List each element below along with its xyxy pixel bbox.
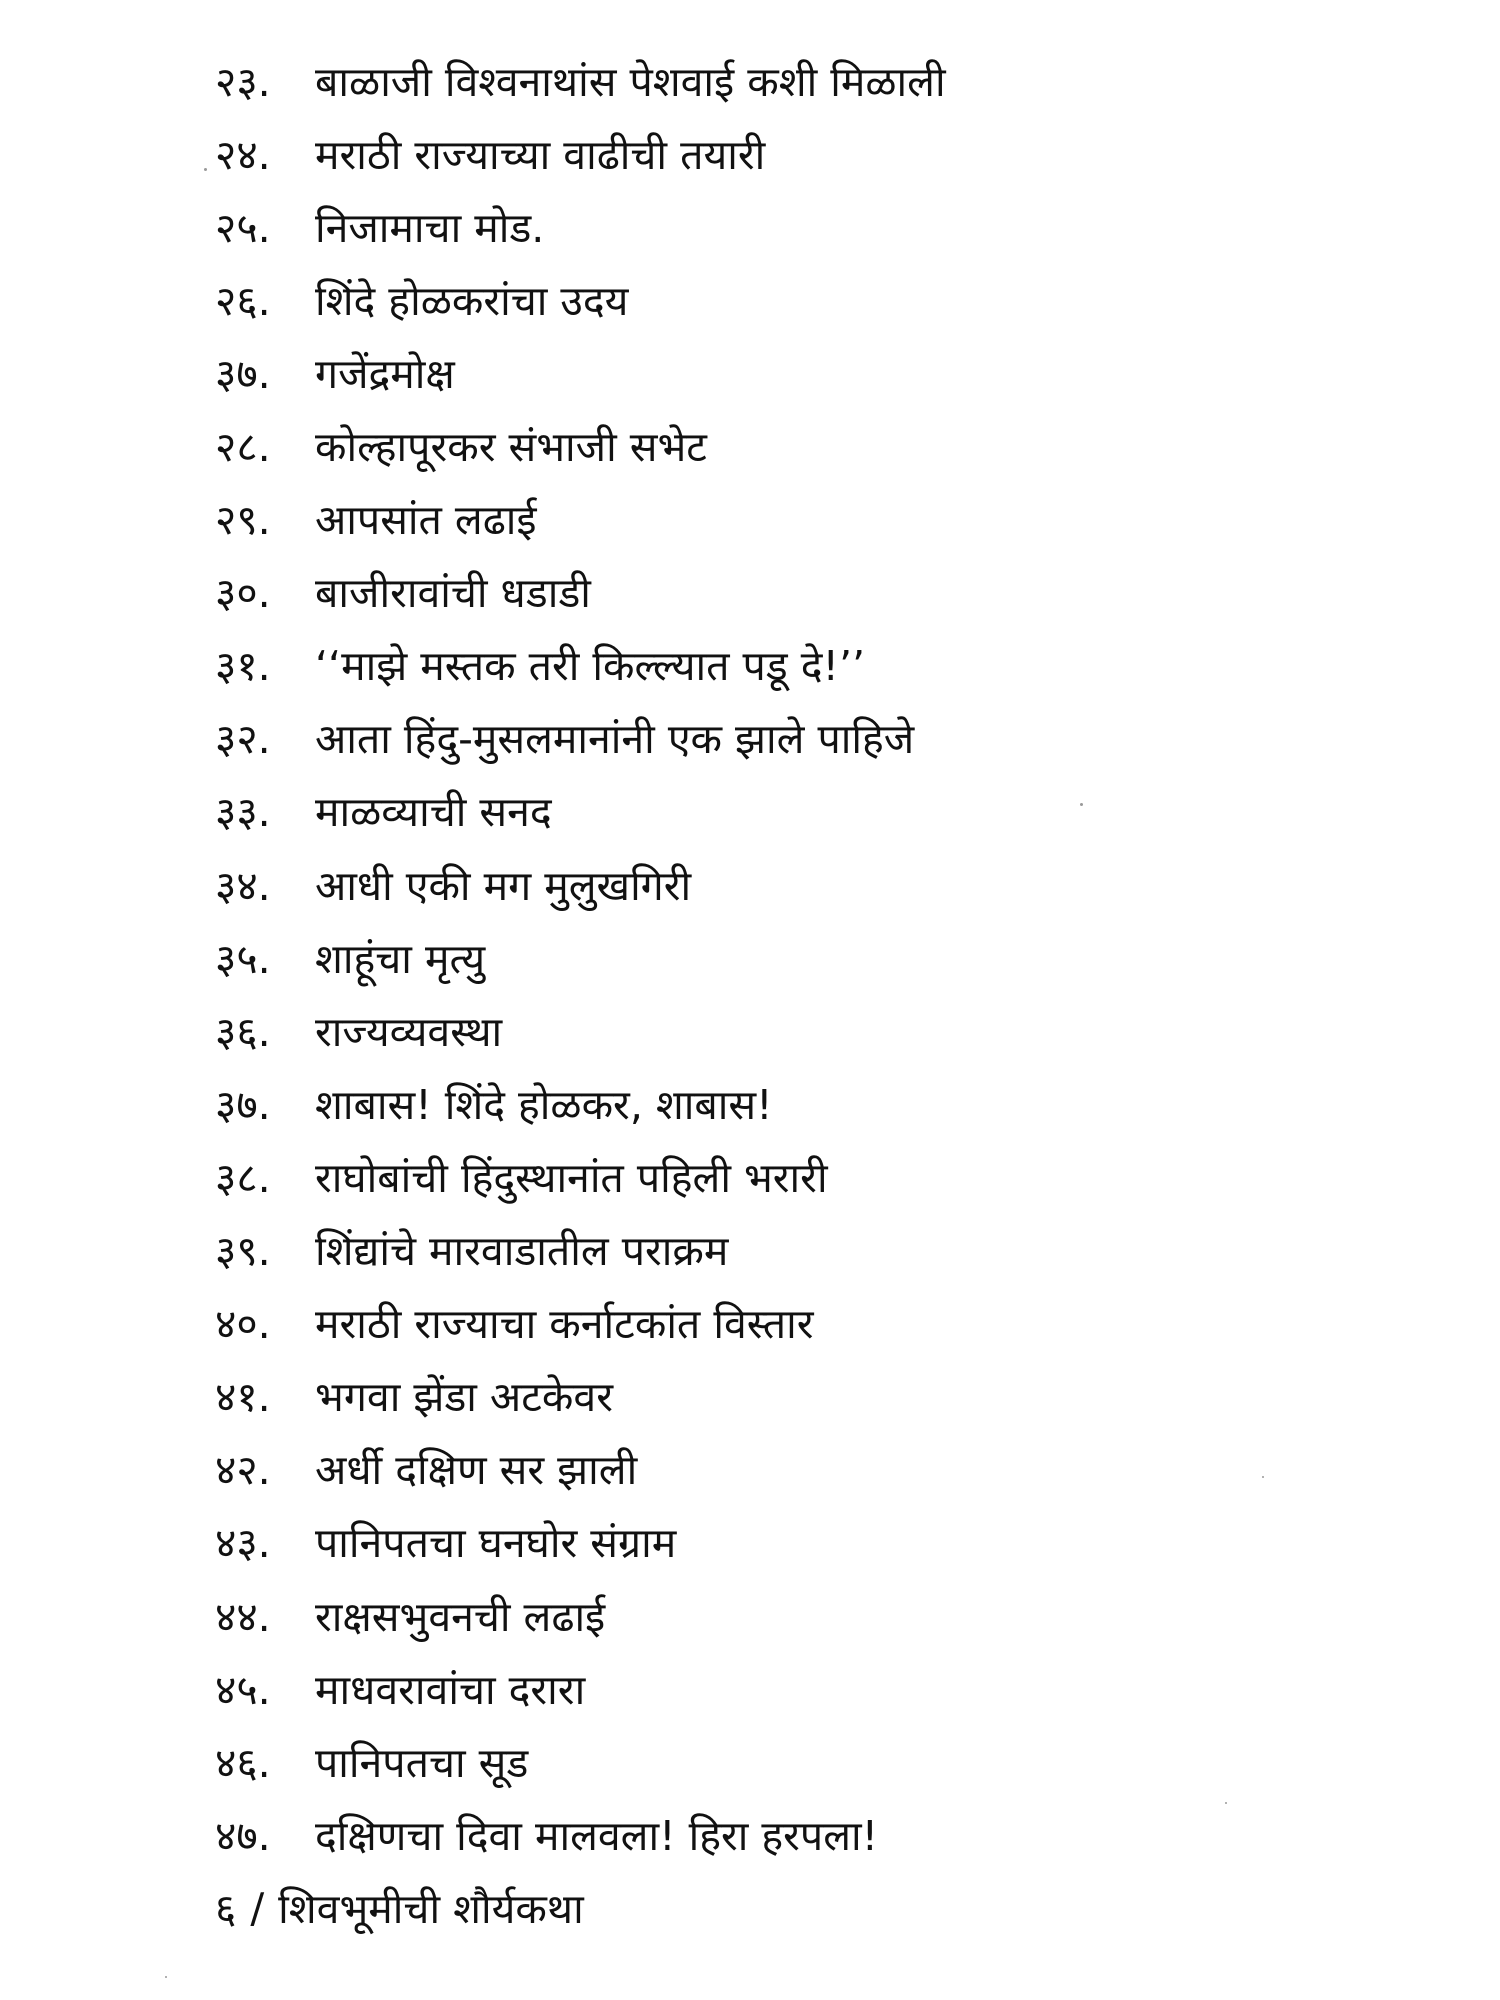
chapter-title: माधवरावांचा दरारा xyxy=(315,1665,586,1714)
page-footer xyxy=(215,1878,584,1938)
chapter-number: ४१. xyxy=(215,1373,271,1422)
toc-entry xyxy=(215,1506,946,1579)
toc-entry xyxy=(215,1140,946,1213)
toc-entry xyxy=(215,629,946,702)
chapter-title: शाहूंचा मृत्यु xyxy=(315,934,486,983)
chapter-number: ३३. xyxy=(215,788,271,837)
toc-entry xyxy=(215,848,946,921)
chapter-number: ४२. xyxy=(215,1446,271,1495)
chapter-title: आधी एकी मग मुलुखगिरी xyxy=(315,861,692,910)
scan-speck xyxy=(204,168,207,171)
toc-entry xyxy=(215,1287,946,1360)
toc-entry xyxy=(215,483,946,556)
chapter-number: ४७. xyxy=(215,1811,271,1860)
chapter-number: २९. xyxy=(215,496,271,545)
chapter-number: ३४. xyxy=(215,861,271,910)
chapter-title: आपसांत लढाई xyxy=(315,496,537,545)
chapter-number: ४४. xyxy=(215,1592,271,1641)
page-number: ६ xyxy=(215,1885,237,1933)
chapter-title: निजामाचा मोड. xyxy=(315,203,545,252)
chapter-title: राघोबांची हिंदुस्थानांत पहिली भरारी xyxy=(315,1153,828,1202)
scan-speck xyxy=(1080,803,1083,806)
chapter-number: ४५. xyxy=(215,1665,271,1714)
toc-entry xyxy=(215,1725,946,1798)
toc-entry xyxy=(215,702,946,775)
toc-entry xyxy=(215,190,946,263)
chapter-number: ३६. xyxy=(215,1007,271,1056)
chapter-title: राज्यव्यवस्था xyxy=(315,1007,503,1056)
chapter-number: ३०. xyxy=(215,569,271,618)
chapter-title: कोल्हापूरकर संभाजी सभेट xyxy=(315,423,707,472)
chapter-title: ‘‘माझे मस्तक तरी किल्ल्यात पडू दे!’’ xyxy=(315,642,866,691)
chapter-number: २४. xyxy=(215,130,271,179)
chapter-number: २३. xyxy=(215,57,271,106)
chapter-number: ३८. xyxy=(215,1153,271,1202)
toc-entry xyxy=(215,1579,946,1652)
chapter-number: ४०. xyxy=(215,1300,271,1349)
chapter-title: माळव्याची सनद xyxy=(315,788,552,837)
toc-entry xyxy=(215,409,946,482)
chapter-title: गजेंद्रमोक्ष xyxy=(315,349,455,398)
chapter-title: अर्धी दक्षिण सर झाली xyxy=(315,1446,638,1495)
chapter-title: मराठी राज्याचा कर्नाटकांत विस्तार xyxy=(315,1300,814,1349)
table-of-contents xyxy=(215,44,946,1871)
toc-entry xyxy=(215,1214,946,1287)
toc-entry xyxy=(215,336,946,409)
chapter-title: बाजीरावांची धडाडी xyxy=(315,569,591,618)
toc-entry xyxy=(215,1067,946,1140)
chapter-number: २८. xyxy=(215,423,271,472)
toc-entry xyxy=(215,775,946,848)
chapter-title: मराठी राज्याच्या वाढीची तयारी xyxy=(315,130,766,179)
toc-entry xyxy=(215,117,946,190)
chapter-title: दक्षिणचा दिवा मालवला! हिरा हरपला! xyxy=(315,1811,879,1860)
scan-speck xyxy=(165,1976,167,1978)
chapter-number: ४३. xyxy=(215,1519,271,1568)
chapter-title: पानिपतचा घनघोर संग्राम xyxy=(315,1519,677,1568)
chapter-number: ३२. xyxy=(215,715,271,764)
chapter-title: बाळाजी विश्वनाथांस पेशवाई कशी मिळाली xyxy=(315,57,946,106)
chapter-number: ३७. xyxy=(215,1080,271,1129)
chapter-number: २५. xyxy=(215,203,271,252)
toc-entry xyxy=(215,1360,946,1433)
chapter-number: ३७. xyxy=(215,349,271,398)
chapter-number: २६. xyxy=(215,276,271,325)
toc-entry xyxy=(215,556,946,629)
chapter-number: ३९. xyxy=(215,1227,271,1276)
chapter-number: ३५. xyxy=(215,934,271,983)
chapter-title: भगवा झेंडा अटकेवर xyxy=(315,1373,613,1422)
scan-speck xyxy=(1262,1476,1264,1478)
chapter-title: शिंदे होळकरांचा उदय xyxy=(315,276,629,325)
toc-entry xyxy=(215,1652,946,1725)
footer-separator: / xyxy=(250,1884,265,1932)
chapter-number: ३१. xyxy=(215,642,271,691)
toc-entry xyxy=(215,1798,946,1871)
chapter-title: आता हिंदु-मुसलमानांनी एक झाले पाहिजे xyxy=(315,715,915,764)
toc-entry xyxy=(215,1433,946,1506)
toc-entry xyxy=(215,44,946,117)
chapter-title: शिंद्यांचे मारवाडातील पराक्रम xyxy=(315,1227,729,1276)
toc-entry xyxy=(215,921,946,994)
book-title: शिवभूमीची शौर्यकथा xyxy=(278,1885,584,1933)
chapter-title: शाबास! शिंदे होळकर, शाबास! xyxy=(315,1080,773,1129)
chapter-title: राक्षसभुवनची लढाई xyxy=(315,1592,606,1641)
toc-entry xyxy=(215,263,946,336)
chapter-title: पानिपतचा सूड xyxy=(315,1738,529,1787)
scan-speck xyxy=(1225,1802,1227,1804)
chapter-number: ४६. xyxy=(215,1738,271,1787)
toc-entry xyxy=(215,994,946,1067)
